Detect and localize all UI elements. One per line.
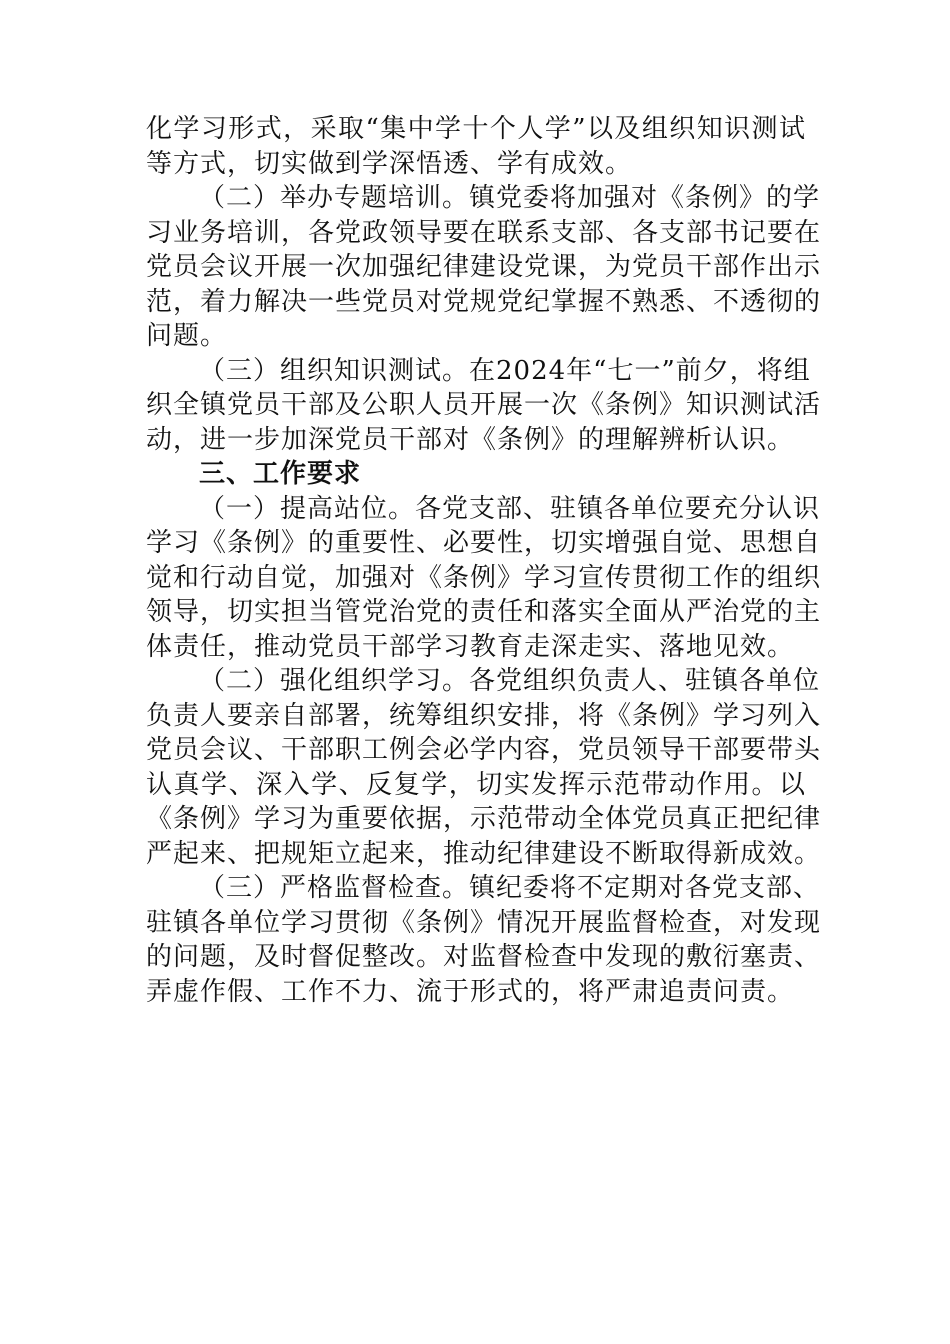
text-line: （三）组织知识测试。在2024年“七一”前夕，将组: [199, 355, 811, 386]
text-line: 习业务培训，各党政领导要在联系支部、各支部书记要在: [146, 217, 822, 248]
text-line: 认真学、深入学、反复学，切实发挥示范带动作用。以: [146, 769, 806, 800]
paragraph: [146, 354, 822, 458]
text-line: 党员会议、干部职工例会必学内容，党员领导干部要带头: [146, 735, 822, 765]
text-line: 《条例》学习为重要依据，示范带动全体党员真正把纪律: [146, 804, 822, 834]
text-line: （二）举办专题培训。镇党委将加强对《条例》的学: [199, 183, 821, 213]
paragraph: [146, 181, 822, 354]
text-line: 化学习形式，采取“集中学十个人学”以及组织知识测试: [146, 114, 806, 144]
text-line: （三）严格监督检查。镇纪委将不定期对各党支部、: [199, 873, 821, 903]
text-line: 觉和行动自觉，加强对《条例》学习宣传贯彻工作的组织: [146, 562, 822, 593]
text-line: 驻镇各单位学习贯彻《条例》情况开展监督检查，对发现: [146, 907, 822, 938]
text-line: 弄虚作假、工作不力、流于形式的，将严肃追责问责。: [146, 976, 795, 1007]
paragraph: [146, 112, 806, 181]
paragraph: [146, 871, 822, 1009]
text-line: 等方式，切实做到学深悟透、学有成效。: [146, 148, 633, 179]
document-body: [146, 112, 822, 1009]
text-line: 体责任，推动党员干部学习教育走深走实、落地见效。: [146, 631, 795, 662]
text-line: 学习《条例》的重要性、必要性，切实增强自觉、思想自: [146, 528, 822, 558]
text-line: 的问题，及时督促整改。对监督检查中发现的敷衍塞责、: [146, 942, 822, 972]
paragraph: [146, 664, 822, 871]
paragraph: [146, 492, 822, 665]
section-heading: 三、工作要求: [199, 459, 362, 489]
text-line: 领导，切实担当管党治党的责任和落实全面从严治党的主: [146, 597, 822, 627]
text-line: 范，着力解决一些党员对党规党纪掌握不熟悉、不透彻的: [146, 286, 822, 317]
text-line: 动，进一步加深党员干部对《条例》的理解辨析认识。: [146, 424, 795, 455]
text-line: 严起来、把规矩立起来，推动纪律建设不断取得新成效。: [146, 838, 822, 869]
text-line: 党员会议开展一次加强纪律建设党课，为党员干部作出示: [146, 252, 822, 282]
text-line: （一）提高站位。各党支部、驻镇各单位要充分认识: [199, 493, 821, 524]
text-line: （二）强化组织学习。各党组织负责人、驻镇各单位: [199, 666, 821, 696]
text-line: 负责人要亲自部署，统筹组织安排，将《条例》学习列入: [146, 700, 822, 731]
text-line: 问题。: [146, 321, 228, 351]
text-line: 织全镇党员干部及公职人员开展一次《条例》知识测试活: [146, 390, 822, 420]
